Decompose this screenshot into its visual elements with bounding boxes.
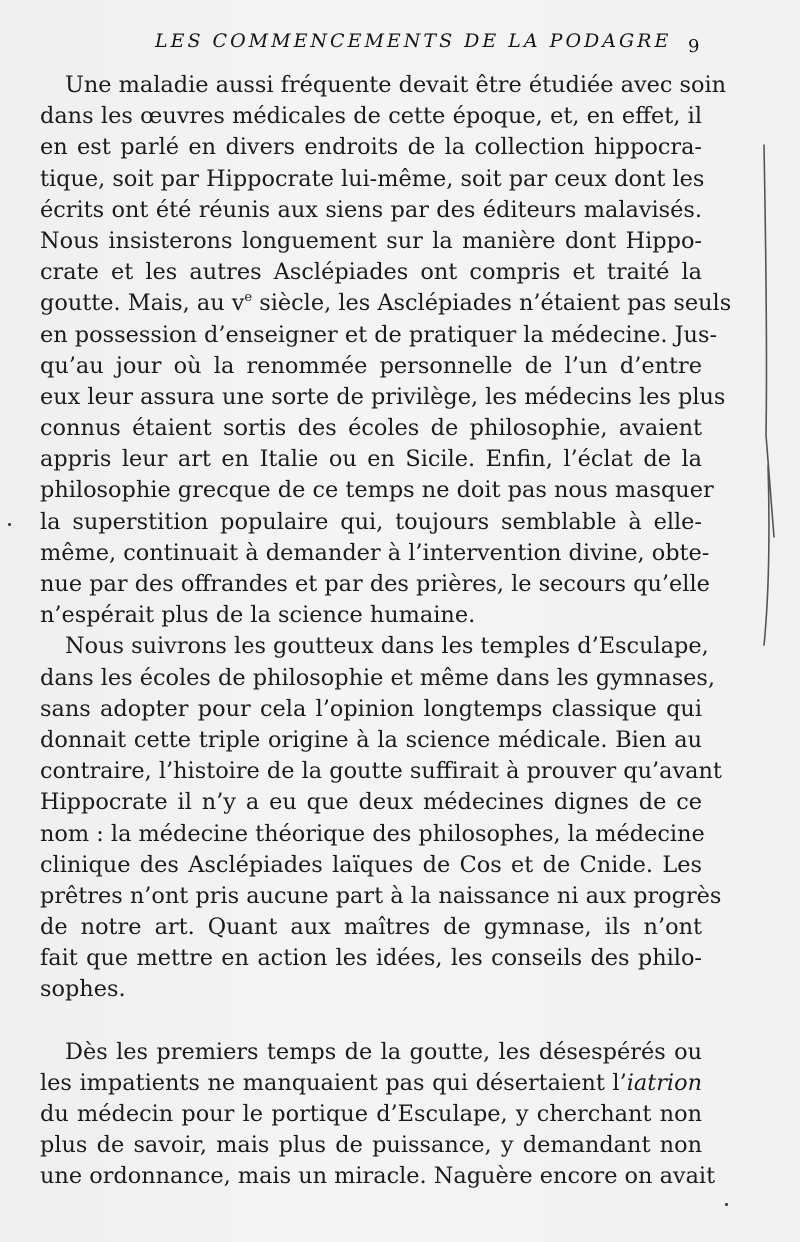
text-line: Nous insisterons longuement sur la manière dont Hippo- <box>40 227 702 254</box>
text-line: crate et les autres Asclépiades ont compris et traité la <box>40 259 702 286</box>
running-head <box>0 30 800 60</box>
text-line: donnait cette triple origine à la science médicale. Bien au <box>40 726 702 753</box>
text-line: une ordonnance, mais un miracle. Naguère encore on avait <box>40 1163 716 1190</box>
text-line: Une maladie aussi fréquente devait être étudiée avec soin <box>65 72 727 98</box>
text-line: de notre art. Quant aux maîtres de gymnase, ils n’ont <box>40 914 702 941</box>
text-line: Dès les premiers temps de la goutte, les désespérés ou <box>65 1038 702 1065</box>
text-line: Nous suivrons les goutteux dans les temples d’Esculape, <box>65 633 709 660</box>
text-line: eux leur assura une sorte de privilège, les médecins les plus <box>40 383 726 410</box>
text-line: sans adopter pour cela l’opinion longtemps classique qui <box>40 695 702 722</box>
text-line: nue par des offrandes et par des prières, le secours qu’elle <box>40 571 710 597</box>
text-line <box>40 288 732 319</box>
running-title: LES COMMENCEMENTS DE LA PODAGRE <box>155 30 672 52</box>
paragraph-gap <box>40 1006 702 1037</box>
text-line: connus étaient sortis des écoles de philosophie, avaient <box>40 415 702 442</box>
text-line: fait que mettre en action les idées, les conseils des philo- <box>40 945 702 972</box>
stray-mark <box>8 523 11 526</box>
paragraph <box>40 631 722 1005</box>
text-line: plus de savoir, mais plus de puissance, y demandant non <box>40 1132 702 1159</box>
text-line: philosophie grecque de ce temps ne doit pas nous masquer <box>40 477 714 504</box>
text-line: en possession d’enseigner et de pratiquer la médecine. Jus- <box>40 321 718 348</box>
text-line: du médecin pour le portique d’Esculape, y cherchant non <box>40 1101 702 1127</box>
text-fragment: siècle, les Asclépiades n’étaient pas seuls <box>252 290 732 317</box>
text-line: nom : la médecine théorique des philosophes, la médecine <box>40 820 705 847</box>
text-line: n’espérait plus de la science humaine. <box>40 602 476 629</box>
text-line: prêtres n’ont pris aucune part à la naissance ni aux progrès <box>40 882 722 909</box>
stray-mark <box>725 1203 728 1206</box>
text-line <box>40 1068 702 1099</box>
text-line: appris leur art en Italie ou en Sicile. Enfin, l’éclat de la <box>40 446 702 473</box>
text-line: en est parlé en divers endroits de la collection hippocra- <box>40 134 702 161</box>
paragraph <box>40 1037 716 1193</box>
text-line: dans les œuvres médicales de cette époque, et, en effet, il <box>40 103 702 130</box>
page-number: 9 <box>688 36 700 57</box>
superscript: e <box>244 290 253 306</box>
paragraph <box>40 70 732 631</box>
text-line: écrits ont été réunis aux siens par des éditeurs malavisés. <box>40 196 702 223</box>
text-line: la superstition populaire qui, toujours semblable à elle- <box>40 508 702 535</box>
text-line: tique, soit par Hippocrate lui-même, soit par ceux dont les <box>40 165 705 192</box>
body-text <box>40 70 732 1193</box>
italic-word: iatrion <box>626 1069 702 1096</box>
text-fragment: goutte. Mais, au v <box>40 290 245 317</box>
text-line: dans les écoles de philosophie et même dans les gymnases, <box>40 664 716 691</box>
text-fragment: les impatients ne manquaient pas qui désertaient l’ <box>40 1069 627 1096</box>
text-line: même, continuait à demander à l’intervention divine, obte- <box>40 539 710 566</box>
text-line: clinique des Asclépiades laïques de Cos et de Cnide. Les <box>40 851 702 878</box>
pencil-margin-mark <box>760 135 784 655</box>
text-line: sophes. <box>40 976 126 1003</box>
text-line: Hippocrate il n’y a eu que deux médecines dignes de ce <box>40 789 702 816</box>
text-line: qu’au jour où la renommée personnelle de l’un d’entre <box>40 352 702 379</box>
text-line: contraire, l’histoire de la goutte suffirait à prouver qu’avant <box>40 758 722 785</box>
